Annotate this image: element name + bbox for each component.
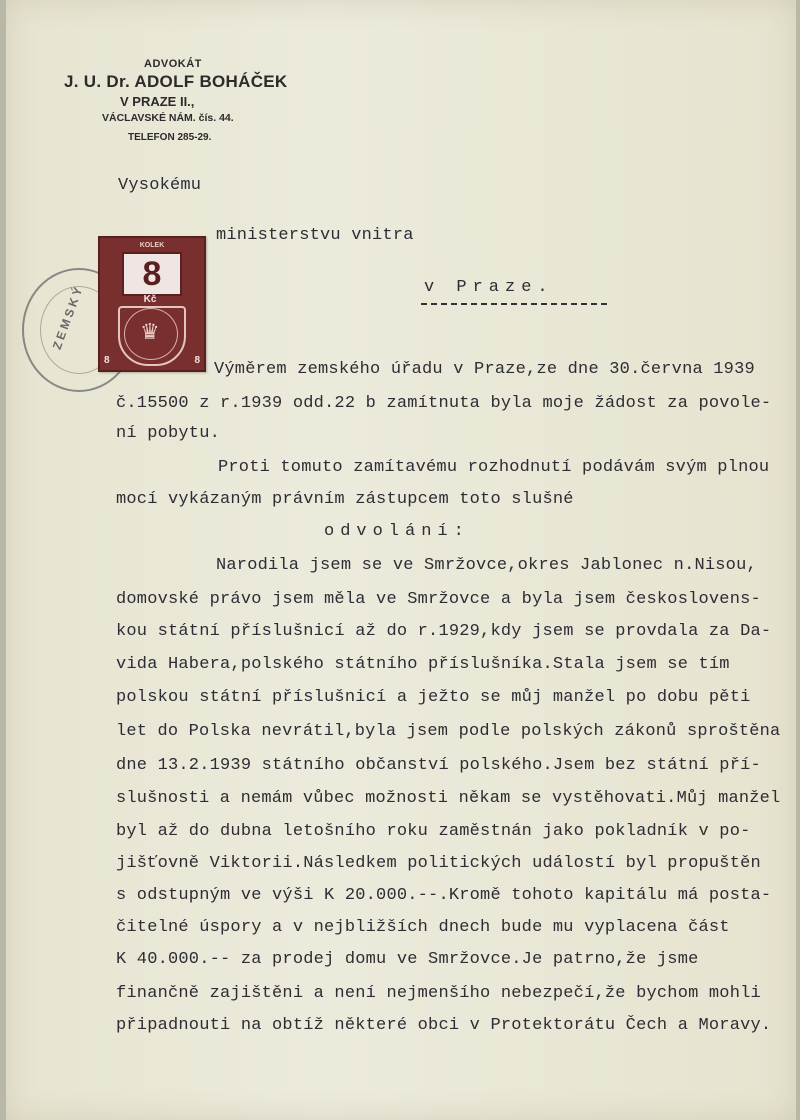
text-line: Výměrem zemského úřadu v Praze,ze dne 30.června 1939 <box>214 360 755 379</box>
text-line: domovské právo jsem měla ve Smržovce a byla jsem českoslovens- <box>116 590 761 609</box>
address-underline <box>421 303 611 305</box>
text-line: polskou státní příslušnicí a ježto se můj manžel po dobu pěti <box>116 688 751 707</box>
text-line: mocí vykázaným právním zástupcem toto slušné <box>116 490 574 509</box>
revenue-stamp-currency: Kč <box>143 294 157 305</box>
text-line: dne 13.2.1939 státního občanství polského.Jsem bez státní pří- <box>116 756 761 775</box>
revenue-stamp-corner-right: 8 <box>194 355 200 366</box>
letterhead-name: J. U. Dr. ADOLF BOHÁČEK <box>64 72 288 91</box>
addressee-line-1: Vysokému <box>118 176 202 195</box>
text-line: připadnouti na obtíž některé obci v Protektorátu Čech a Moravy. <box>116 1016 772 1035</box>
revenue-stamp <box>98 236 206 372</box>
text-line: kou státní příslušnicí až do r.1929,kdy jsem se provdala za Da- <box>116 622 772 641</box>
text-line: K 40.000.-- za prodej domu ve Smržovce.Je patrno,že jsme <box>116 950 699 969</box>
text-line: byl až do dubna letošního roku zaměstnán jako pokladník v po- <box>116 822 751 841</box>
text-line: let do Polska nevrátil,byla jsem podle polských zákonů sproštěna <box>116 722 781 741</box>
text-line: čitelné úspory a v nejbližších dnech bude mu vyplacena část <box>116 918 730 937</box>
text-line: s odstupným ve výši K 20.000.--.Kromě tohoto kapitálu má posta- <box>116 886 772 905</box>
text-line: Narodila jsem se ve Smržovce,okres Jablonec n.Nisou, <box>216 556 757 575</box>
letterhead-city: V PRAZE II., <box>120 94 195 109</box>
bleed-through-text <box>476 120 485 137</box>
letterhead-phone: TELEFON 285-29. <box>128 132 212 143</box>
addressee-line-2: ministerstvu vnitra <box>216 226 414 245</box>
text-line: jišťovně Viktorii.Následkem politických událostí byl propuštěn <box>116 854 761 873</box>
text-line: vida Habera,polského státního příslušníka.Stala jsem se tím <box>116 655 730 674</box>
letterhead-title: ADVOKÁT <box>144 58 202 70</box>
text-line: slušnosti a nemám vůbec možnosti někam se vystěhovati.Můj manžel <box>116 789 781 808</box>
document-page <box>6 0 796 1120</box>
addressee-line-3: v Praze. <box>424 278 554 297</box>
official-seal-text: ZEMSKÝ <box>49 282 87 352</box>
text-line: č.15500 z r.1939 odd.22 b zamítnuta byla moje žádost za povole- <box>116 394 772 413</box>
revenue-stamp-value: 8 <box>142 255 162 293</box>
appeal-heading: odvolání: <box>324 522 470 541</box>
text-line: ní pobytu. <box>116 424 221 443</box>
lion-emblem-icon: ♛ <box>140 320 160 345</box>
revenue-stamp-header: KOLEK <box>139 242 165 249</box>
letterhead-address: VÁCLAVSKÉ NÁM. čís. 44. <box>102 112 234 124</box>
text-line: Proti tomuto zamítavému rozhodnutí podávám svým plnou <box>218 458 770 477</box>
revenue-stamp-value-box <box>122 252 182 296</box>
revenue-stamp-corner-left: 8 <box>104 355 110 366</box>
text-line: finančně zajištěni a není nejmenšího nebezpečí,že bychom mohli <box>116 984 761 1003</box>
